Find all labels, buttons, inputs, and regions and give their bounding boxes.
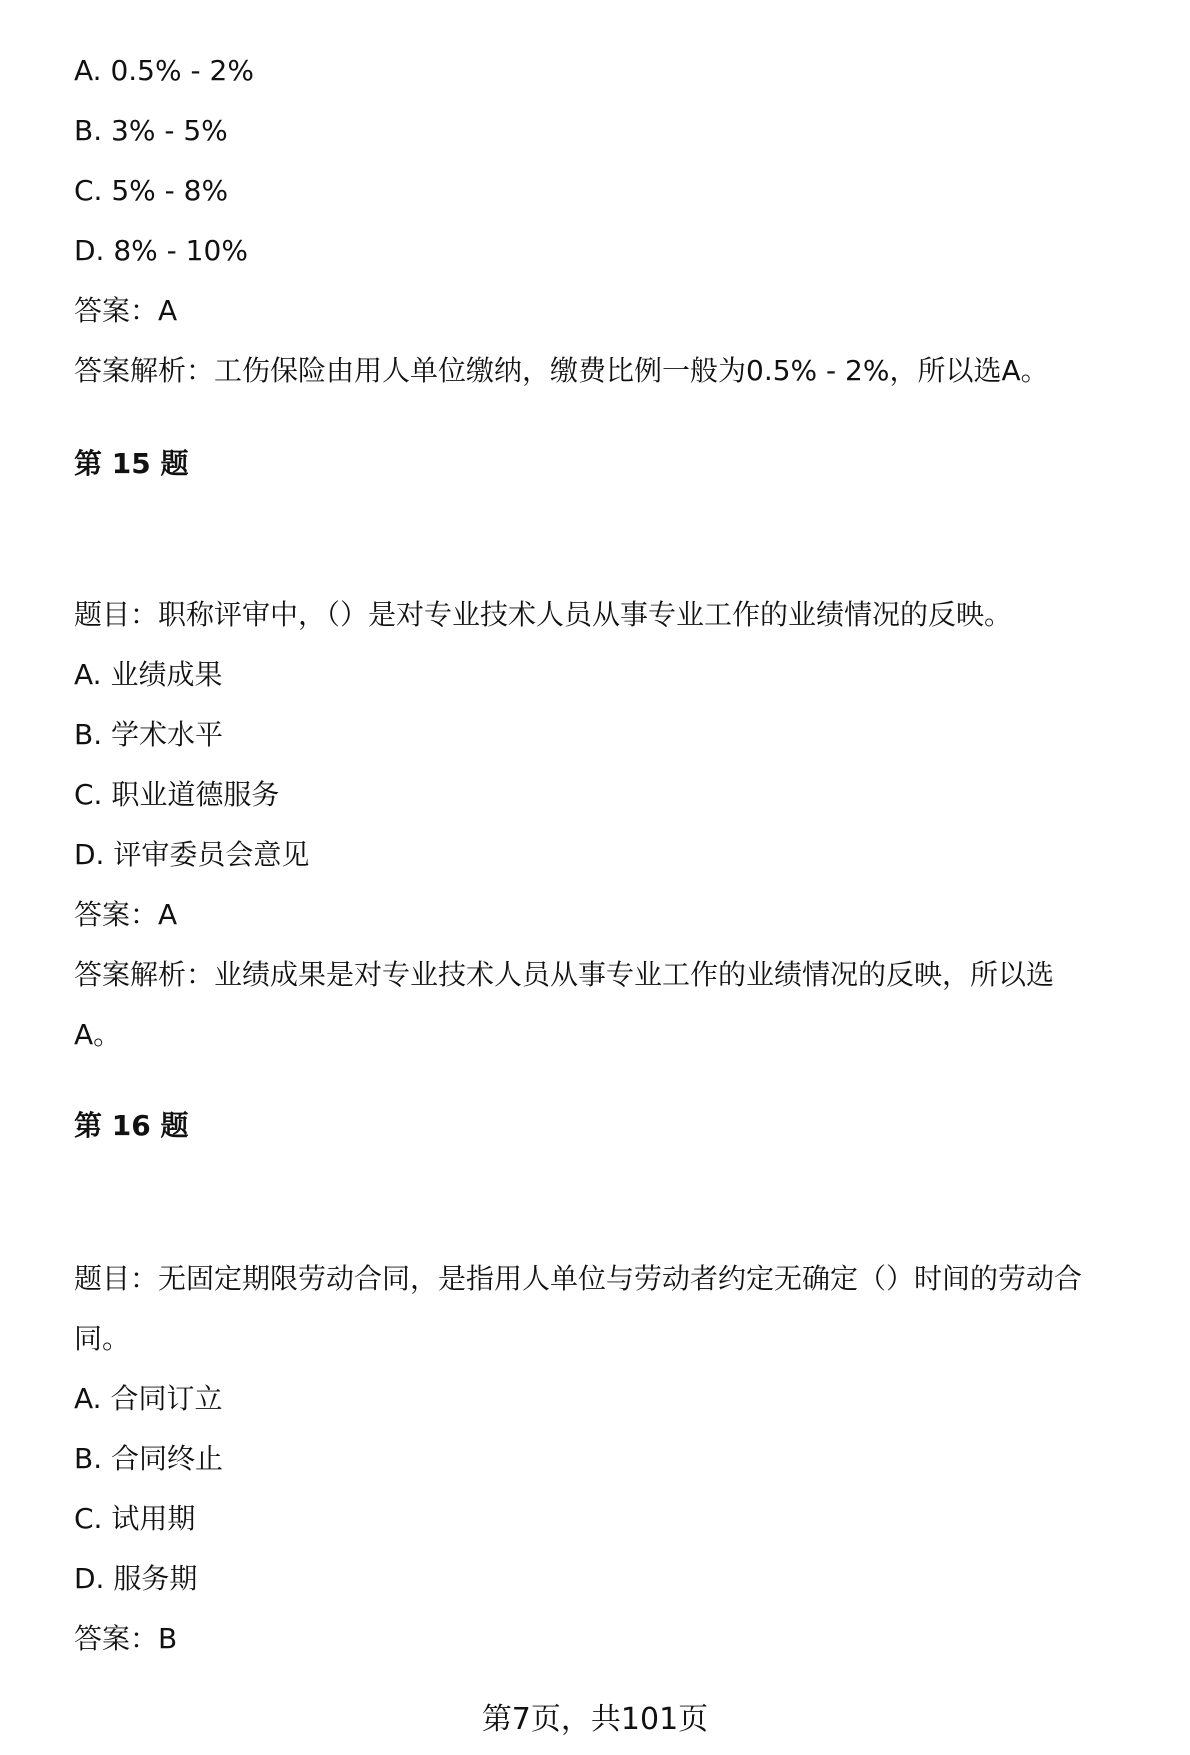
q16-answer: 答案：B — [74, 1622, 178, 1655]
q15-option-c: C. 职业道德服务 — [74, 778, 280, 811]
q16-question-line2: 同。 — [74, 1322, 131, 1355]
q15-explanation-line1: 答案解析：业绩成果是对专业技术人员从事专业工作的业绩情况的反映，所以选 — [74, 958, 1055, 991]
q15-option-b: B. 学术水平 — [74, 718, 224, 751]
q14-option-b: B. 3% - 5% — [74, 114, 228, 147]
q16-option-a: A. 合同订立 — [74, 1382, 223, 1415]
q16-option-b: B. 合同终止 — [74, 1442, 224, 1475]
q14-answer: 答案：A — [74, 294, 178, 327]
q14-explanation: 答案解析：工伤保险由用人单位缴纳，缴费比例一般为0.5% - 2%，所以选A。 — [74, 354, 1049, 387]
q15-option-d: D. 评审委员会意见 — [74, 838, 310, 871]
q16-question-line1: 题目：无固定期限劳动合同，是指用人单位与劳动者约定无确定（）时间的劳动合 — [74, 1262, 1083, 1295]
q14-option-c: C. 5% - 8% — [74, 174, 229, 207]
page-number-footer: 第7页，共101页 — [481, 1702, 709, 1737]
q16-option-c: C. 试用期 — [74, 1502, 196, 1535]
q16-option-d: D. 服务期 — [74, 1562, 198, 1595]
q15-explanation-line2: A。 — [74, 1018, 122, 1051]
q15-answer: 答案：A — [74, 898, 178, 931]
q14-option-a: A. 0.5% - 2% — [74, 54, 254, 87]
q15-question: 题目：职称评审中，（）是对专业技术人员从事专业工作的业绩情况的反映。 — [74, 598, 1013, 631]
q15-heading: 第 15 题 — [74, 447, 189, 480]
q15-option-a: A. 业绩成果 — [74, 658, 223, 691]
q14-option-d: D. 8% - 10% — [74, 234, 248, 267]
q16-heading: 第 16 题 — [74, 1109, 189, 1142]
